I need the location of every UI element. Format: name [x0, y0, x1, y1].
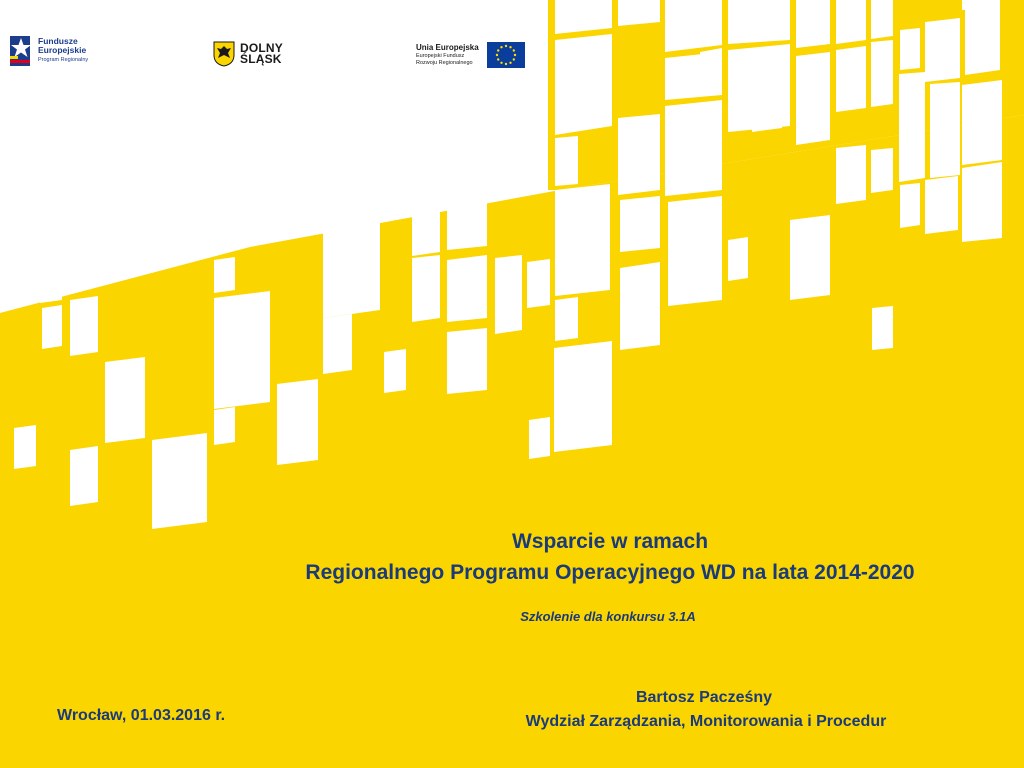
ds-line1: DOLNY [240, 41, 283, 55]
eagle-crest-icon [213, 41, 235, 67]
fe-line1: Fundusze [38, 36, 78, 46]
subtitle: Szkolenie dla konkursu 3.1A [520, 609, 696, 624]
fe-line2: Europejskie [38, 45, 87, 55]
fe-line3: Program Regionalny [38, 57, 89, 63]
ue-line2: Europejski Fundusz [416, 53, 465, 59]
ds-line2: ŚLĄSK [240, 52, 282, 66]
department-name: Wydział Zarządzania, Monitorowania i Procedur [525, 713, 887, 730]
dolny-slask-logo [213, 41, 283, 67]
ue-line3: Rozwoju Regionalnego [416, 60, 473, 66]
title-line1: Wsparcie w ramach [511, 530, 709, 553]
title-line2: Regionalnego Programu Operacyjnego WD na lata 2014-2020 [305, 561, 915, 584]
ue-line1: Unia Europejska [416, 43, 479, 52]
fe-star-icon [10, 34, 32, 68]
unia-europejska-logo [416, 42, 525, 68]
fundusze-europejskie-logo [10, 34, 88, 68]
location-date: Wrocław, 01.03.2016 r. [57, 707, 226, 724]
eu-flag-icon [487, 42, 525, 68]
presenter-name: Bartosz Pacześny [635, 689, 773, 706]
